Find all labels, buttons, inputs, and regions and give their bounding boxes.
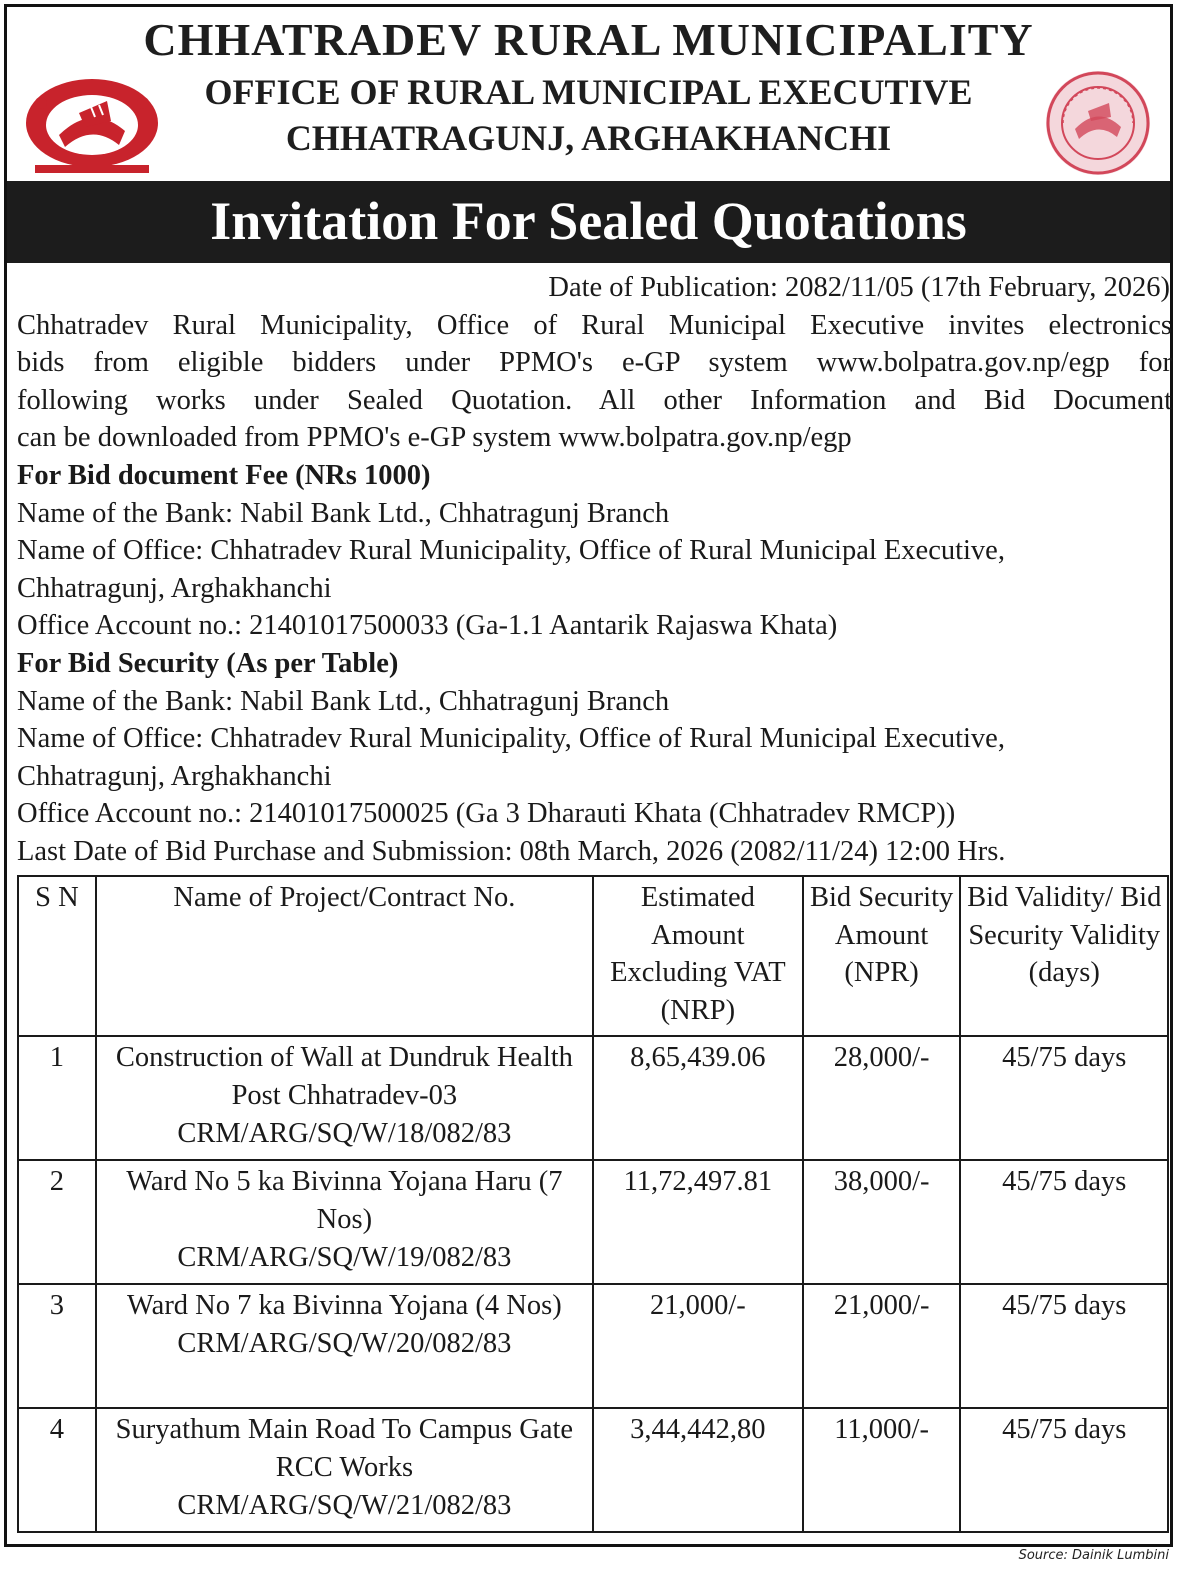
- notice-body: [17, 269, 1172, 871]
- cell-sn: 1: [18, 1036, 96, 1160]
- municipal-seal-icon: [1043, 67, 1153, 179]
- fee-heading: For Bid document Fee (NRs 1000): [17, 459, 431, 491]
- intro-line: following works under Sealed Quotation. All other Information and Bid Document: [17, 384, 1172, 416]
- table-row: [18, 1408, 1168, 1532]
- cell-name: [96, 1284, 593, 1408]
- notice-title: Invitation For Sealed Quotations: [210, 191, 967, 251]
- intro-line: bids from eligible bidders under PPMO's e-GP system www.bolpatra.gov.np/egp for: [17, 347, 1172, 379]
- col-header-validity: [960, 876, 1168, 1036]
- table-row: [18, 1036, 1168, 1160]
- municipality-name: CHHATRADEV RURAL MUNICIPALITY: [143, 14, 1034, 65]
- security-heading: For Bid Security (As per Table): [17, 647, 399, 679]
- project-name: Suryathum Main Road To Campus Gate RCC Works: [115, 1414, 574, 1483]
- cell-security: 21,000/-: [803, 1284, 961, 1408]
- cell-security: 28,000/-: [803, 1036, 961, 1160]
- notice-title-bar: [7, 181, 1170, 263]
- cell-estimated: 8,65,439.06: [593, 1036, 803, 1160]
- table-row: [18, 1284, 1168, 1408]
- fee-office: Name of Office: Chhatradev Rural Municipality, Office of Rural Municipal Executive,: [17, 535, 1005, 567]
- col-header-estimated: [593, 876, 803, 1036]
- intro-line: can be downloaded from PPMO's e-GP system www.bolpatra.gov.np/egp: [17, 422, 852, 454]
- cell-name: [96, 1408, 593, 1532]
- source-credit: Source: Dainik Lumbini: [1018, 1548, 1169, 1563]
- fee-account: Office Account no.: 21401017500033 (Ga-1.1 Aantarik Rajaswa Khata): [17, 610, 838, 642]
- contract-no: CRM/ARG/SQ/W/20/082/83: [177, 1327, 512, 1359]
- cell-validity: 45/75 days: [960, 1284, 1168, 1408]
- col-header-estimated-text: Estimated Amount Excluding VAT (NRP): [610, 882, 786, 1026]
- col-header-sn-text: S N: [35, 882, 79, 913]
- fee-office-cont: Chhatragunj, Arghakhanchi: [17, 572, 332, 604]
- publication-date: Date of Publication: 2082/11/05 (17th February, 2026): [548, 272, 1170, 303]
- intro-line: Chhatradev Rural Municipality, Office of Rural Municipal Executive invites electronics: [17, 309, 1172, 341]
- col-header-security: [803, 876, 961, 1036]
- col-header-validity-text: Bid Validity/ Bid Security Validity (days): [967, 882, 1162, 989]
- cell-name: [96, 1036, 593, 1160]
- col-header-sn: [18, 876, 96, 1036]
- cell-validity: 45/75 days: [960, 1160, 1168, 1284]
- project-name: Construction of Wall at Dundruk Health Post Chhatradev-03: [115, 1042, 573, 1111]
- table-row: [18, 1160, 1168, 1284]
- cell-sn: 4: [18, 1408, 96, 1532]
- projects-table-wrap: [17, 875, 1169, 1533]
- contract-no: CRM/ARG/SQ/W/18/082/83: [177, 1117, 512, 1149]
- cell-security: 11,000/-: [803, 1408, 961, 1532]
- office-name: OFFICE OF RURAL MUNICIPAL EXECUTIVE: [204, 72, 973, 112]
- col-header-name: [96, 876, 593, 1036]
- security-bank: Name of the Bank: Nabil Bank Ltd., Chhatragunj Branch: [17, 685, 670, 717]
- cell-security: 38,000/-: [803, 1160, 961, 1284]
- cell-validity: 45/75 days: [960, 1036, 1168, 1160]
- contract-no: CRM/ARG/SQ/W/21/082/83: [177, 1489, 512, 1521]
- security-office: Name of Office: Chhatradev Rural Municipality, Office of Rural Municipal Executive,: [17, 723, 1005, 755]
- fee-bank: Name of the Bank: Nabil Bank Ltd., Chhatragunj Branch: [17, 497, 670, 529]
- cell-estimated: 11,72,497.81: [593, 1160, 803, 1284]
- notice-header: [7, 7, 1170, 181]
- quotation-notice: [4, 4, 1173, 1547]
- cell-estimated: 3,44,442,80: [593, 1408, 803, 1532]
- col-header-name-text: Name of Project/Contract No.: [173, 882, 516, 913]
- projects-table: [17, 875, 1169, 1533]
- cell-sn: 2: [18, 1160, 96, 1284]
- office-location: CHHATRAGUNJ, ARGHAKHANCHI: [285, 118, 892, 158]
- cell-validity: 45/75 days: [960, 1408, 1168, 1532]
- cell-name: [96, 1160, 593, 1284]
- security-account: Office Account no.: 21401017500025 (Ga 3 Dharauti Khata (Chhatradev RMCP)): [17, 798, 956, 830]
- cell-sn: 3: [18, 1284, 96, 1408]
- project-name: Ward No 7 ka Bivinna Yojana (4 Nos): [127, 1290, 562, 1322]
- security-office-cont: Chhatragunj, Arghakhanchi: [17, 760, 332, 792]
- contract-no: CRM/ARG/SQ/W/19/082/83: [177, 1241, 512, 1273]
- last-date: Last Date of Bid Purchase and Submission: 08th March, 2026 (2082/11/24) 12:00 Hrs.: [17, 835, 1006, 867]
- col-header-security-text: Bid Security Amount (NPR): [809, 882, 954, 989]
- cell-estimated: 21,000/-: [593, 1284, 803, 1408]
- table-header-row: [18, 876, 1168, 1036]
- project-name: Ward No 5 ka Bivinna Yojana Haru (7 Nos): [126, 1166, 563, 1235]
